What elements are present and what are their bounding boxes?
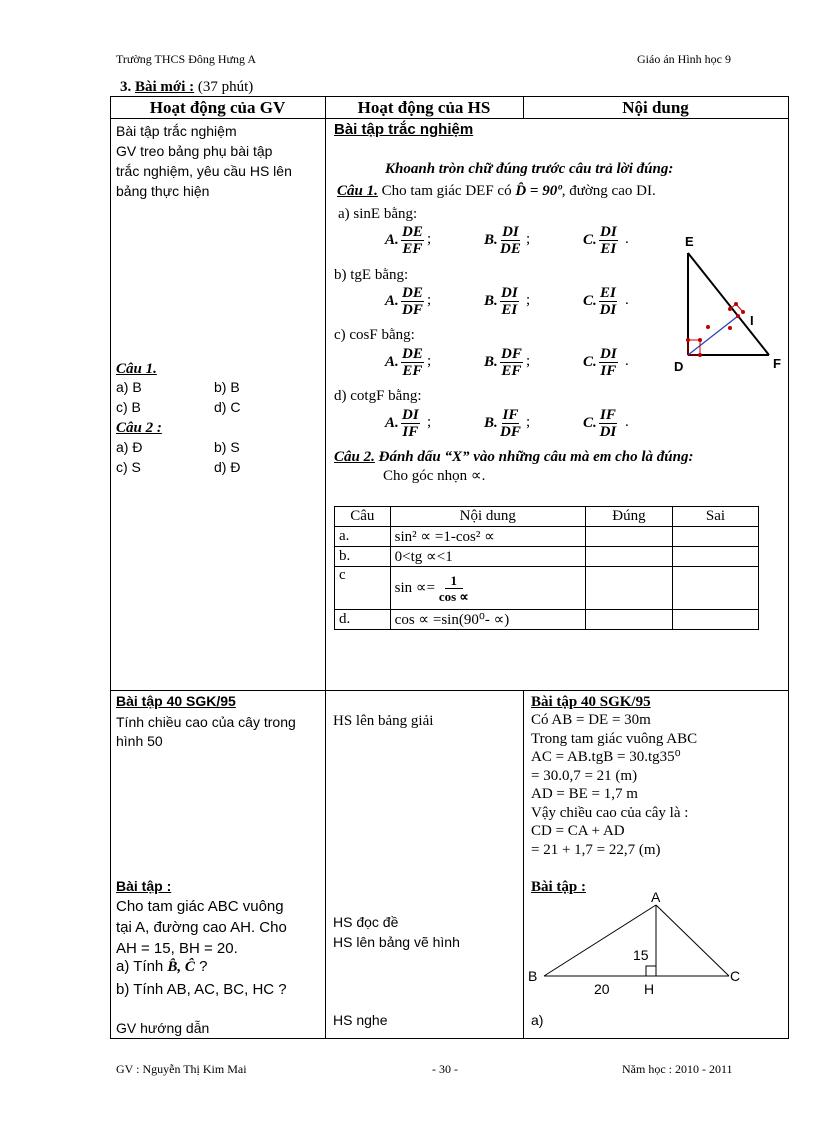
document-title: Giáo án Hình học 9	[637, 52, 731, 66]
right-angle-mark-h	[646, 966, 656, 976]
row1-bottom-border	[110, 690, 789, 691]
part-d-label: d) cotgF bằng:	[334, 388, 422, 404]
answer-cau2-title: Câu 2 :	[116, 420, 162, 436]
section-label: Bài mới :	[135, 79, 195, 95]
section-time: (37 phút)	[194, 79, 254, 95]
option-separator: .	[625, 353, 629, 369]
option-fraction	[599, 407, 617, 440]
fraction-numerator: DI	[501, 285, 518, 301]
tf-header-cau: Câu	[335, 507, 391, 527]
option-letter[interactable]: C.	[583, 293, 597, 309]
option-fraction	[401, 346, 424, 379]
answer-cau1-a: a) B	[116, 379, 142, 395]
option-fraction	[500, 407, 521, 440]
question1-text: Cho tam giác DEF có	[377, 183, 516, 199]
option-fraction	[500, 224, 521, 257]
option-letter[interactable]: A.	[385, 232, 399, 248]
option-separator: ;	[526, 353, 531, 369]
tf-row-content: sin² ∝ =1-cos² ∝	[390, 527, 585, 547]
tf-row-content: 0<tg ∝<1	[390, 547, 585, 567]
tf-checkbox-dung[interactable]	[585, 567, 672, 610]
gv-line: hình 50	[116, 733, 163, 749]
header-bottom-border	[110, 118, 789, 119]
exercise-part-a	[116, 958, 207, 976]
tf-header-row	[335, 507, 759, 527]
answer-cau1-b: b) B	[214, 379, 240, 395]
table-top-border	[110, 96, 789, 97]
option-separator: ;	[427, 353, 432, 369]
fraction-denominator: DF	[402, 302, 423, 318]
vertex-label-b: B	[528, 968, 538, 984]
part-c-label: c) cosF bằng:	[334, 327, 415, 343]
edge-ab	[544, 905, 656, 976]
fraction-numerator: DI	[502, 224, 519, 240]
length-ah: 15	[633, 947, 649, 963]
question2-text: Đánh dấu “X” vào những câu mà em cho là đúng:	[374, 449, 694, 465]
option-letter[interactable]: C.	[583, 354, 597, 370]
hs-listen: HS nghe	[333, 1012, 388, 1028]
option-letter[interactable]: A.	[385, 354, 399, 370]
exercise40-gv-title: Bài tập 40 SGK/95	[116, 693, 236, 709]
vertex-label-a: A	[651, 889, 661, 905]
option-letter[interactable]: B.	[484, 293, 498, 309]
angle-b-c: B̂, Ĉ	[167, 959, 195, 975]
gv-line: trắc nghiệm, yêu cầu HS lên	[116, 163, 292, 179]
tf-checkbox-sai[interactable]	[672, 547, 758, 567]
question1-text-end: , đường cao DI.	[561, 183, 656, 199]
table-row	[335, 610, 759, 630]
exercise-content-title: Bài tập :	[531, 879, 587, 895]
col1-divider	[325, 96, 326, 1039]
fraction-denominator: cos ∝	[438, 588, 469, 604]
option-separator: .	[625, 292, 629, 308]
exercise-gv-title: Bài tập :	[116, 878, 172, 894]
tf-checkbox-sai[interactable]	[672, 567, 758, 610]
exercise-content-a: a)	[531, 1012, 544, 1028]
gv-line: GV treo bảng phụ bài tập	[116, 143, 273, 159]
option-fraction	[401, 224, 424, 257]
gv-guide: GV hướng dẫn	[116, 1020, 210, 1036]
fraction-numerator: EI	[600, 285, 616, 301]
quiz-instruction: Khoanh tròn chữ đúng trước câu trả lời đúng:	[385, 161, 674, 177]
solution-line: = 30.0,7 = 21 (m)	[531, 767, 638, 784]
option-letter[interactable]: A.	[385, 293, 399, 309]
tf-header-content: Nội dung	[390, 507, 585, 527]
option-fraction	[401, 285, 424, 318]
answer-cau2-a: a) Đ	[116, 439, 143, 455]
option-fraction	[599, 224, 618, 257]
section-number: 3.	[120, 79, 135, 95]
col2-divider-lower	[523, 690, 524, 1039]
fraction-denominator: EI	[501, 302, 518, 318]
fraction-denominator: EI	[600, 241, 617, 257]
tf-checkbox-sai[interactable]	[672, 610, 758, 630]
gv-line: AH = 15, BH = 20.	[116, 940, 238, 957]
question1	[337, 182, 656, 201]
page-number: - 30 -	[432, 1062, 458, 1076]
vertex-label-d: D	[674, 359, 684, 374]
header-hs: Hoạt động của HS	[357, 98, 491, 117]
question1-label: Câu 1.	[337, 183, 378, 199]
edge-ac	[656, 905, 729, 976]
triangle-def-figure	[672, 228, 788, 378]
part-a-label: a) sinE bằng:	[338, 206, 418, 222]
vertex-label-h: H	[644, 981, 655, 997]
vertex-label-e: E	[685, 234, 694, 249]
question2-sub: Cho góc nhọn ∝.	[383, 468, 486, 484]
fraction-numerator: DI	[402, 407, 419, 423]
gv-line: Cho tam giác ABC vuông	[116, 898, 284, 915]
table-row	[335, 527, 759, 547]
fraction-denominator: EF	[501, 363, 522, 379]
quiz-title: Bài tập trắc nghiệm	[334, 121, 474, 138]
solution-line: Trong tam giác vuông ABC	[531, 730, 698, 747]
section-title	[120, 78, 253, 97]
part-a-prefix: a) Tính	[116, 958, 168, 975]
option-fraction	[599, 285, 617, 318]
question2	[334, 448, 694, 467]
option-separator: ;	[526, 231, 531, 247]
tf-row-label: a.	[335, 527, 391, 547]
gv-line: Bài tập trắc nghiệm	[116, 123, 237, 139]
part-b-label: b) tgE bằng:	[334, 267, 409, 283]
table-left-border	[110, 96, 111, 1039]
gv-line: Tính chiều cao của cây trong	[116, 714, 296, 730]
option-letter[interactable]: A.	[385, 415, 399, 431]
solution-line: Có AB = DE = 30m	[531, 712, 651, 728]
tf-row-label: d.	[335, 610, 391, 630]
fraction-numerator: DE	[402, 224, 423, 240]
fraction-numerator: DF	[501, 346, 522, 362]
option-separator: ;	[526, 414, 531, 430]
option-fraction	[401, 407, 420, 440]
tf-header-sai: Sai	[672, 507, 758, 527]
hs-line: HS đọc đề	[333, 914, 399, 930]
footer-year: Năm học : 2010 - 2011	[622, 1062, 733, 1076]
table-right-border	[788, 96, 789, 1039]
answer-cau1-c: c) B	[116, 399, 141, 415]
option-letter[interactable]: B.	[484, 415, 498, 431]
fraction-denominator: IF	[600, 363, 617, 379]
fraction-denominator: IF	[402, 424, 419, 440]
option-separator: ;	[427, 292, 432, 308]
vertex-label-i: I	[750, 313, 754, 328]
tf-row-content-text: sin ∝=	[394, 579, 439, 596]
option-letter[interactable]: B.	[484, 354, 498, 370]
altitude-di	[688, 316, 738, 355]
row1-gv-text	[116, 121, 292, 201]
table-bottom-border	[110, 1038, 789, 1039]
option-fraction	[599, 346, 618, 379]
fraction-numerator: 1	[445, 573, 464, 589]
fraction-denominator: DI	[599, 302, 617, 318]
option-fraction	[500, 346, 523, 379]
option-separator: .	[625, 231, 629, 247]
gv-line: bảng thực hiện	[116, 183, 210, 199]
fraction-1-over-cos	[439, 573, 469, 604]
answer-cau1-title: Câu 1.	[116, 361, 157, 377]
tf-row-label: b.	[335, 547, 391, 567]
header-content: Nội dung	[622, 98, 689, 117]
fraction-numerator: DE	[402, 346, 423, 362]
fraction-numerator: IF	[502, 407, 519, 423]
option-separator: .	[625, 414, 629, 430]
part-a-suffix: ?	[194, 958, 208, 975]
fraction-denominator: EF	[402, 363, 423, 379]
answer-cau2-d: d) Đ	[214, 459, 241, 475]
vertex-label-f: F	[773, 356, 781, 371]
exercise40-hs-text: HS lên bảng giải	[333, 713, 434, 729]
triangle-abc-figure	[526, 888, 776, 1000]
hs-line: HS lên bảng vẽ hình	[333, 934, 460, 950]
answer-cau2-b: b) S	[214, 439, 240, 455]
exercise40-content-title: Bài tập 40 SGK/95	[531, 694, 651, 710]
school-name: Trường THCS Đông Hưng A	[116, 52, 257, 66]
gv-line: tại A, đường cao AH. Cho	[116, 919, 287, 936]
right-angle-d: D̂ = 90º	[515, 183, 562, 199]
option-separator: ;	[427, 414, 432, 430]
solution-line: = 21 + 1,7 = 22,7 (m)	[531, 841, 661, 858]
option-separator: ;	[427, 231, 432, 247]
tf-row-content	[390, 567, 585, 610]
exercise-gv-text	[116, 896, 287, 959]
exercise40-gv-text	[116, 713, 296, 751]
option-letter[interactable]: C.	[583, 415, 597, 431]
table-row	[335, 567, 759, 610]
table-row	[335, 547, 759, 567]
tf-header-dung: Đúng	[585, 507, 672, 527]
solution-line: AD = BE = 1,7 m	[531, 786, 638, 802]
footer-teacher: GV : Nguyễn Thị Kim Mai	[116, 1062, 247, 1076]
option-letter[interactable]: B.	[484, 232, 498, 248]
length-bh: 20	[594, 981, 610, 997]
tf-checkbox-sai[interactable]	[672, 527, 758, 547]
solution-line: CD = CA + AD	[531, 823, 625, 839]
option-letter[interactable]: C.	[583, 232, 597, 248]
option-separator: ;	[526, 292, 531, 308]
fraction-denominator: DE	[500, 241, 521, 257]
tf-row-label: c	[335, 567, 391, 610]
tf-checkbox-dung[interactable]	[585, 527, 672, 547]
header-gv: Hoạt động của GV	[149, 98, 286, 117]
exercise40-solution	[531, 711, 697, 859]
option-fraction	[500, 285, 519, 318]
solution-line: AC = AB.tgB = 30.tg35⁰	[531, 749, 681, 765]
exercise-part-b: b) Tính AB, AC, BC, HC ?	[116, 981, 287, 998]
answer-cau2-c: c) S	[116, 459, 141, 475]
tf-checkbox-dung[interactable]	[585, 547, 672, 567]
answer-cau1-d: d) C	[214, 399, 241, 415]
exercise-hs-text	[333, 912, 460, 952]
question2-label: Câu 2.	[334, 449, 375, 465]
fraction-denominator: EF	[402, 241, 423, 257]
fraction-denominator: DI	[599, 424, 617, 440]
true-false-table	[334, 506, 759, 630]
fraction-numerator: DE	[402, 285, 423, 301]
fraction-denominator: DF	[500, 424, 521, 440]
tf-checkbox-dung[interactable]	[585, 610, 672, 630]
fraction-numerator: DI	[600, 346, 617, 362]
tf-row-content: cos ∝ =sin(90⁰- ∝)	[390, 610, 585, 630]
fraction-numerator: IF	[600, 407, 616, 423]
solution-line: Vậy chiều cao của cây là :	[531, 804, 689, 821]
fraction-numerator: DI	[600, 224, 617, 240]
vertex-label-c: C	[730, 968, 741, 984]
